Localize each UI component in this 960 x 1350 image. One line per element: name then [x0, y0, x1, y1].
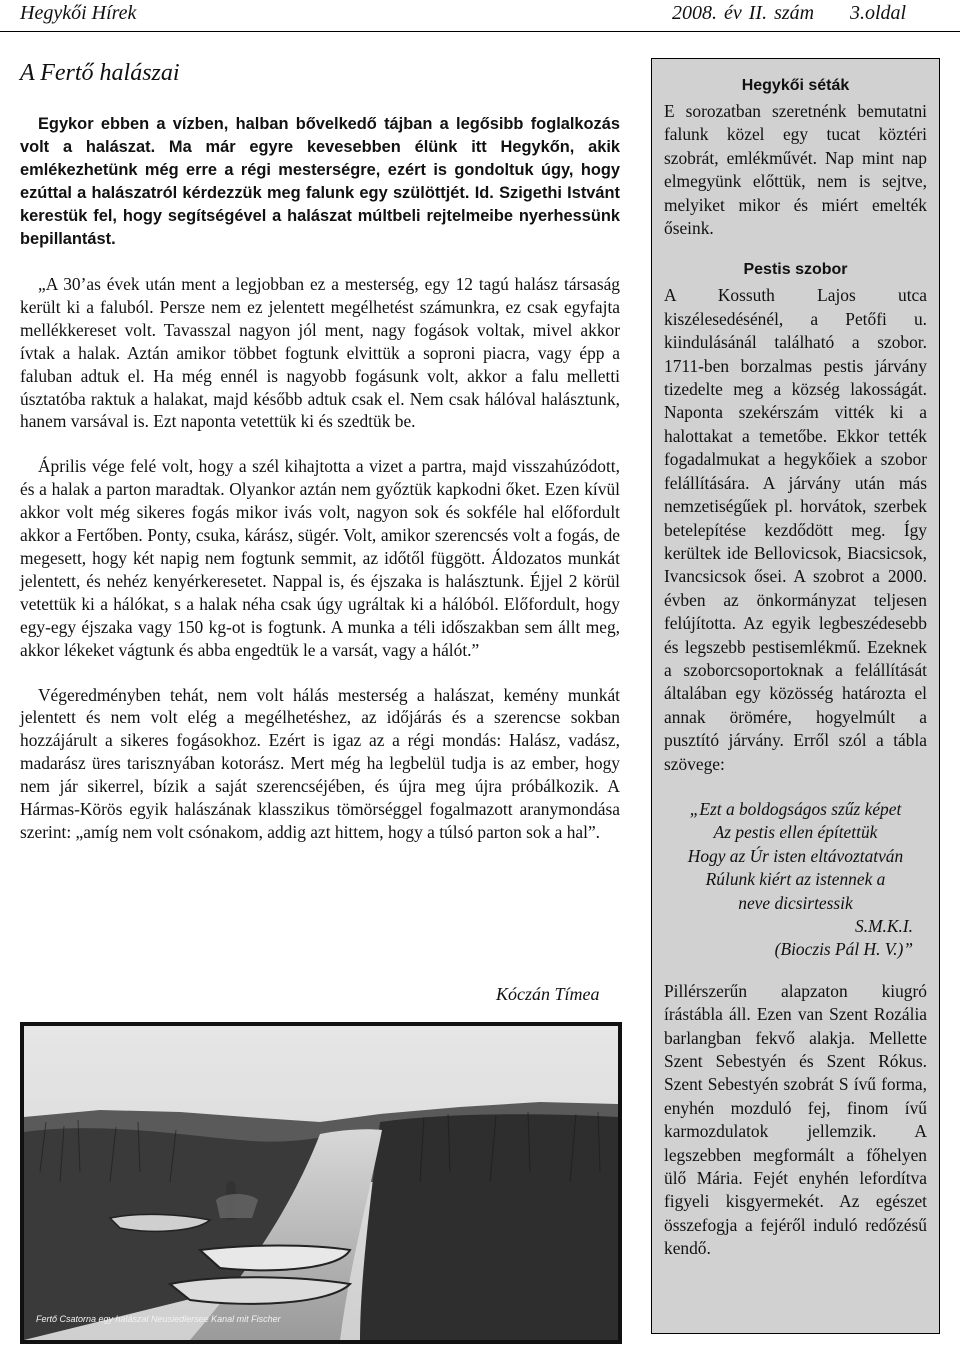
sidebar-title: Hegykői séták: [741, 77, 850, 94]
main-article: [20, 58, 620, 844]
poem-signature: (Bioczis Pál H. V.)”: [774, 939, 913, 960]
article-paragraph: Április vége felé volt, hogy a szél kihajtotta a vizet a partra, majd visszahúzódott, és a halak a parton maradtak. Olyankor aztán nem győztük kapkodni őket. Ezen kívül akkor volt még sikeres fogás mikor ivás volt, nagyon sok és sokféle hal előfordult akkor a Fertőben. Ponty, csuka, kárász, sügér. Volt, amikor szerencsés volt a fogás, de megesett, hogy két napig nem fogtunk semmit, az időtől függött. Áldozatos munkát jelentett, és nehéz kenyérkeresetet. Nappal is, és éjszaka is halásztunk. Éjjel 2 körül vetettük ki a hálókat, s a halak néha csak úgy ugráltak ki a hálóból. Előfordult, hogy egy-egy éjszaka vagy 150 kg-ot is fogtunk. A munka a téli időszakban sem állt meg, akkor lékeket vágtunk és abba engedtük le a varsát, vagy a hálót.”: [20, 456, 620, 660]
page-number: 3.oldal: [850, 2, 907, 24]
article-title: A Fertő halászai: [20, 60, 180, 86]
sidebar-subtitle: Pestis szobor: [743, 261, 848, 279]
sidebar-body: A Kossuth Lajos utca kiszélesedésénél, a Petőfi u. kiindulásánál található a szobor. 1711-ben borzalmas pestis járvány tizedelte meg a község lakosságát. Naponta szekérszám vitték ki a halottakat a temetőbe. Ekkor tették fogadalmukat a hegykőiek a szobor felállítására. A járvány után más nemzetiségűek pl. horvátok, szerbek betelepítése kezdődött meg. Így kerültek ide Bellovicsok, Biacsicsok, Ivancsicsok ősei. A szobrot a 2000. évben az önkormányzat teljesen felújította. Az egyik legbeszédesebb és legszebb pestisemlékmű. Ezeknek a szoborcsoportoknak a felállítását általában egy közösség határozta el annak örömére, hogyelmúlt a pusztító járvány. Erről szól a tábla szövege:: [664, 285, 927, 774]
article-paragraph: Végeredményben tehát, nem volt hálás mesterség a halászat, kemény munkát jelentett és nem volt elég a megélhetéshez, az időjárás és a szerencse sokban hozzájárult a sikeres fogásokhoz. Ezért is igaz az a régi mondás: Halász, vadász, madarász üres tarisznyában kotorász. Mert még ha legbelül tudja is az ember, hogy nem jár sikerrel, bízik a saját szerencséjében, és újra meg újra próbálkozik. A Hármas-Körös egyik halászának klasszikus tömörséggel fogalmazott aranymondása szerint: „amíg nem volt csónakom, addig azt hittem, hogy a túlsó parton sok a hal”.: [20, 684, 620, 842]
article-author: Kóczán Tímea: [496, 984, 600, 1004]
issue-number: 2008. év II. szám: [672, 2, 815, 24]
article-lead: Egykor ebben a vízben, halban bővelkedő tájban a legősibb foglalkozás volt a halászat. Ma már egyre kevesebben élünk itt Hegykőn, akik emlékezhetünk még erre a régi mesterségre, ezért is gondoltuk úgy, hogy ezúttal a halászatról kérdezzük meg falunk egy szülöttjét. Id. Szigethi Istvánt kerestük fel, hogy segítségével a halászat múltbeli rejtelmeibe nyerhessünk bepillantást.: [20, 115, 620, 248]
poem-line: Hogy az Úr isten eltávoztatván: [687, 845, 904, 866]
header-rule: [0, 31, 960, 32]
article-paragraph: „A 30’as évek után ment a legjobban ez a mesterség, egy 12 tagú halász társaság került ki a faluból. Persze nem ez jelentett megélhetést számunkra, ez csak egyfajta mellékkereset volt. Tavasszal nagyon jól ment, nagy fogások voltak, mivel akkor ívtak a halak. Aztán amikor többet fogtunk elvittük a soproni piacra, vagy épp a faluban adtuk el. Ha még ennél is nagyobb fogásunk volt, akkor a falu melletti úsztatóba raktuk a halakat, majd később adtuk csak el. Nem csak hálóval halásztunk, hanem varsával is. Ezt naponta vetettük ki és szedtük be.: [20, 274, 620, 432]
sidebar-body: Pillérszerűn alapzaton kiugró írástábla áll. Ezen van Szent Rozália barlangban fekvő alakja. Mellette Szent Sebestyén és Szent Rókus. Szent Sebestyén szobrát S ívű forma, enyhén mozduló fej, finom ívű karmozdulatok jellemzik. A legszebben megformált a főhelyen ülő Mária. Fejét enyhén lefordítva figyeli kisgyermekét. Az egészet összefogja a fejéről induló redőzésű kendő.: [664, 980, 927, 1259]
poem-line: Rúlunk kiért az istennek a: [705, 869, 886, 890]
fishermen-photo: [20, 1022, 622, 1344]
poem-line: Az pestis ellen építettük: [713, 822, 878, 843]
sidebar-box: [651, 58, 940, 1334]
inscription-poem: [664, 798, 927, 962]
photo-caption: Fertő Csatorna egy halászal Neusiedlersee Kanal mit Fischer: [36, 1314, 281, 1324]
newspaper-name: Hegykői Hírek: [20, 2, 137, 24]
sidebar-intro: E sorozatban szeretnénk bemutatni falunk közel egy tucat köztéri szobrát, emlékművét. Nap mint nap elmegyünk előttük, nem is sejtve, melyiket mikor és miért emelték őseink.: [664, 101, 927, 239]
poem-signature: S.M.K.I.: [855, 916, 913, 936]
poem-line: „Ezt a boldogságos szűz képet: [689, 798, 902, 819]
page-header: [0, 0, 960, 32]
poem-line: neve dicsirtessik: [738, 892, 853, 913]
